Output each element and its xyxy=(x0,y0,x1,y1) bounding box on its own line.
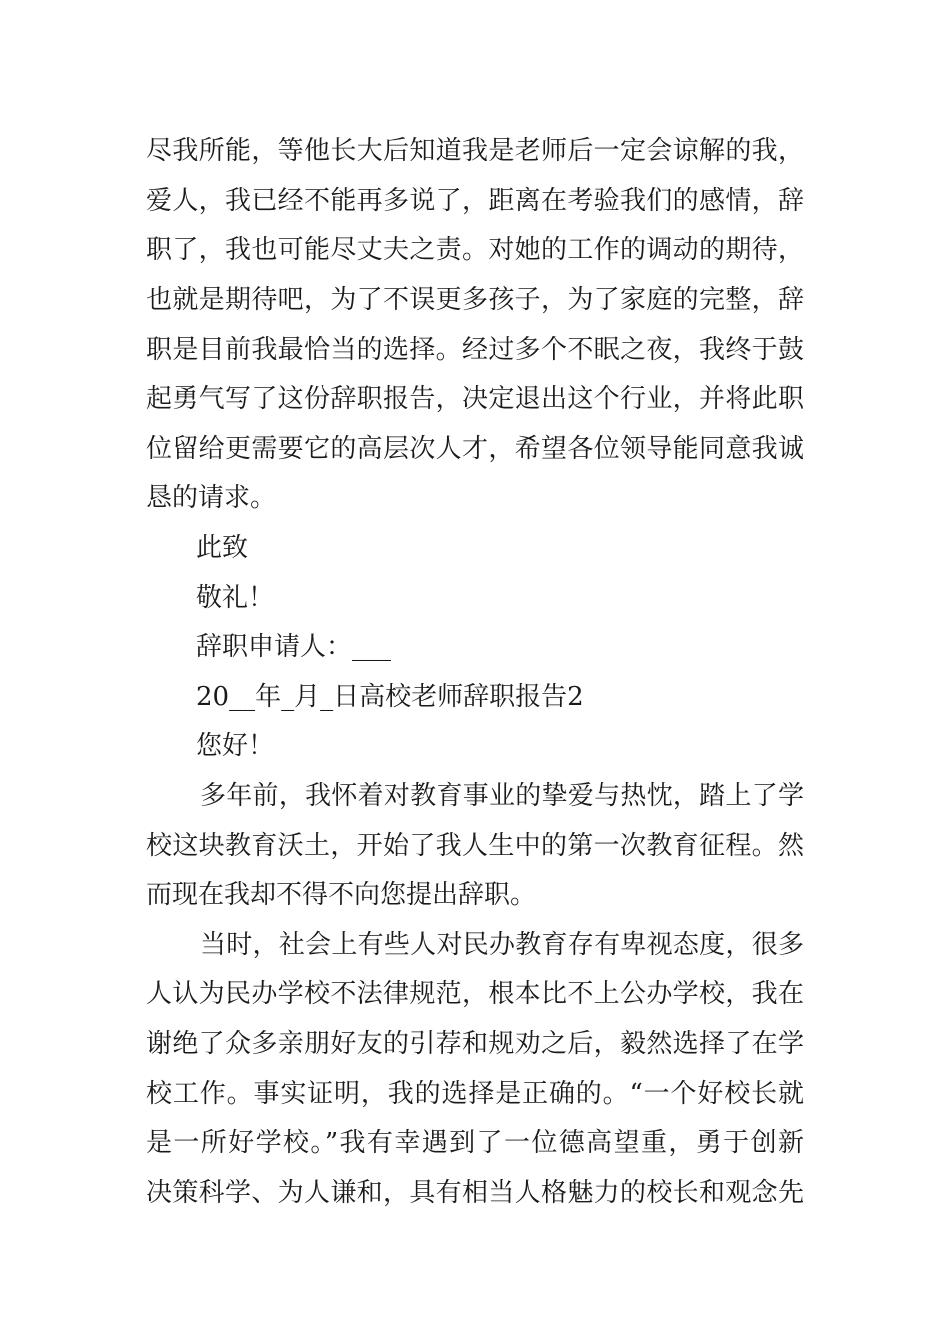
paragraph-line: 谢绝了众多亲朋好友的引荐和规劝之后，毅然选择了在学 xyxy=(146,1029,804,1059)
paragraph-line: 是一所好学校。”我有幸遇到了一位德高望重，勇于创新 xyxy=(146,1128,804,1158)
greeting-line: 您好！ xyxy=(196,731,275,761)
paragraph-line: 人认为民办学校不法律规范，根本比不上公办学校，我在 xyxy=(146,979,804,1009)
paragraph-line: 也就是期待吧，为了不误更多孩子，为了家庭的完整，辞 xyxy=(146,285,804,315)
section-title: 20__年_月_日高校老师辞职报告2 xyxy=(196,682,584,712)
paragraph-line: 起勇气写了这份辞职报告，决定退出这个行业，并将此职 xyxy=(146,384,804,414)
signature-line: 辞职申请人：___ xyxy=(196,632,392,662)
paragraph-line: 决策科学、为人谦和，具有相当人格魅力的校长和观念先 xyxy=(146,1178,804,1208)
paragraph-line: 当时，社会上有些人对民办教育存有卑视态度，很多 xyxy=(200,930,804,960)
paragraph-line: 恳的请求。 xyxy=(146,483,277,513)
paragraph-line: 校这块教育沃土，开始了我人生中的第一次教育征程。然 xyxy=(146,831,804,861)
salutation-line: 敬礼！ xyxy=(196,583,275,613)
paragraph-line: 位留给更需要它的高层次人才，希望各位领导能同意我诚 xyxy=(146,434,804,464)
paragraph-line: 而现在我却不得不向您提出辞职。 xyxy=(146,880,537,910)
paragraph-line: 爱人，我已经不能再多说了，距离在考验我们的感情，辞 xyxy=(146,186,804,216)
paragraph-line: 多年前，我怀着对教育事业的挚爱与热忱，踏上了学 xyxy=(200,781,804,811)
paragraph-line: 尽我所能，等他长大后知道我是老师后一定会谅解的我， xyxy=(146,136,804,166)
paragraph-line: 职了，我也可能尽丈夫之责。对她的工作的调动的期待， xyxy=(146,235,804,265)
paragraph-line: 职是目前我最恰当的选择。经过多个不眠之夜，我终于鼓 xyxy=(146,335,804,365)
salutation-line: 此致 xyxy=(196,533,249,563)
paragraph-line: 校工作。事实证明，我的选择是正确的。“一个好校长就 xyxy=(146,1079,804,1109)
